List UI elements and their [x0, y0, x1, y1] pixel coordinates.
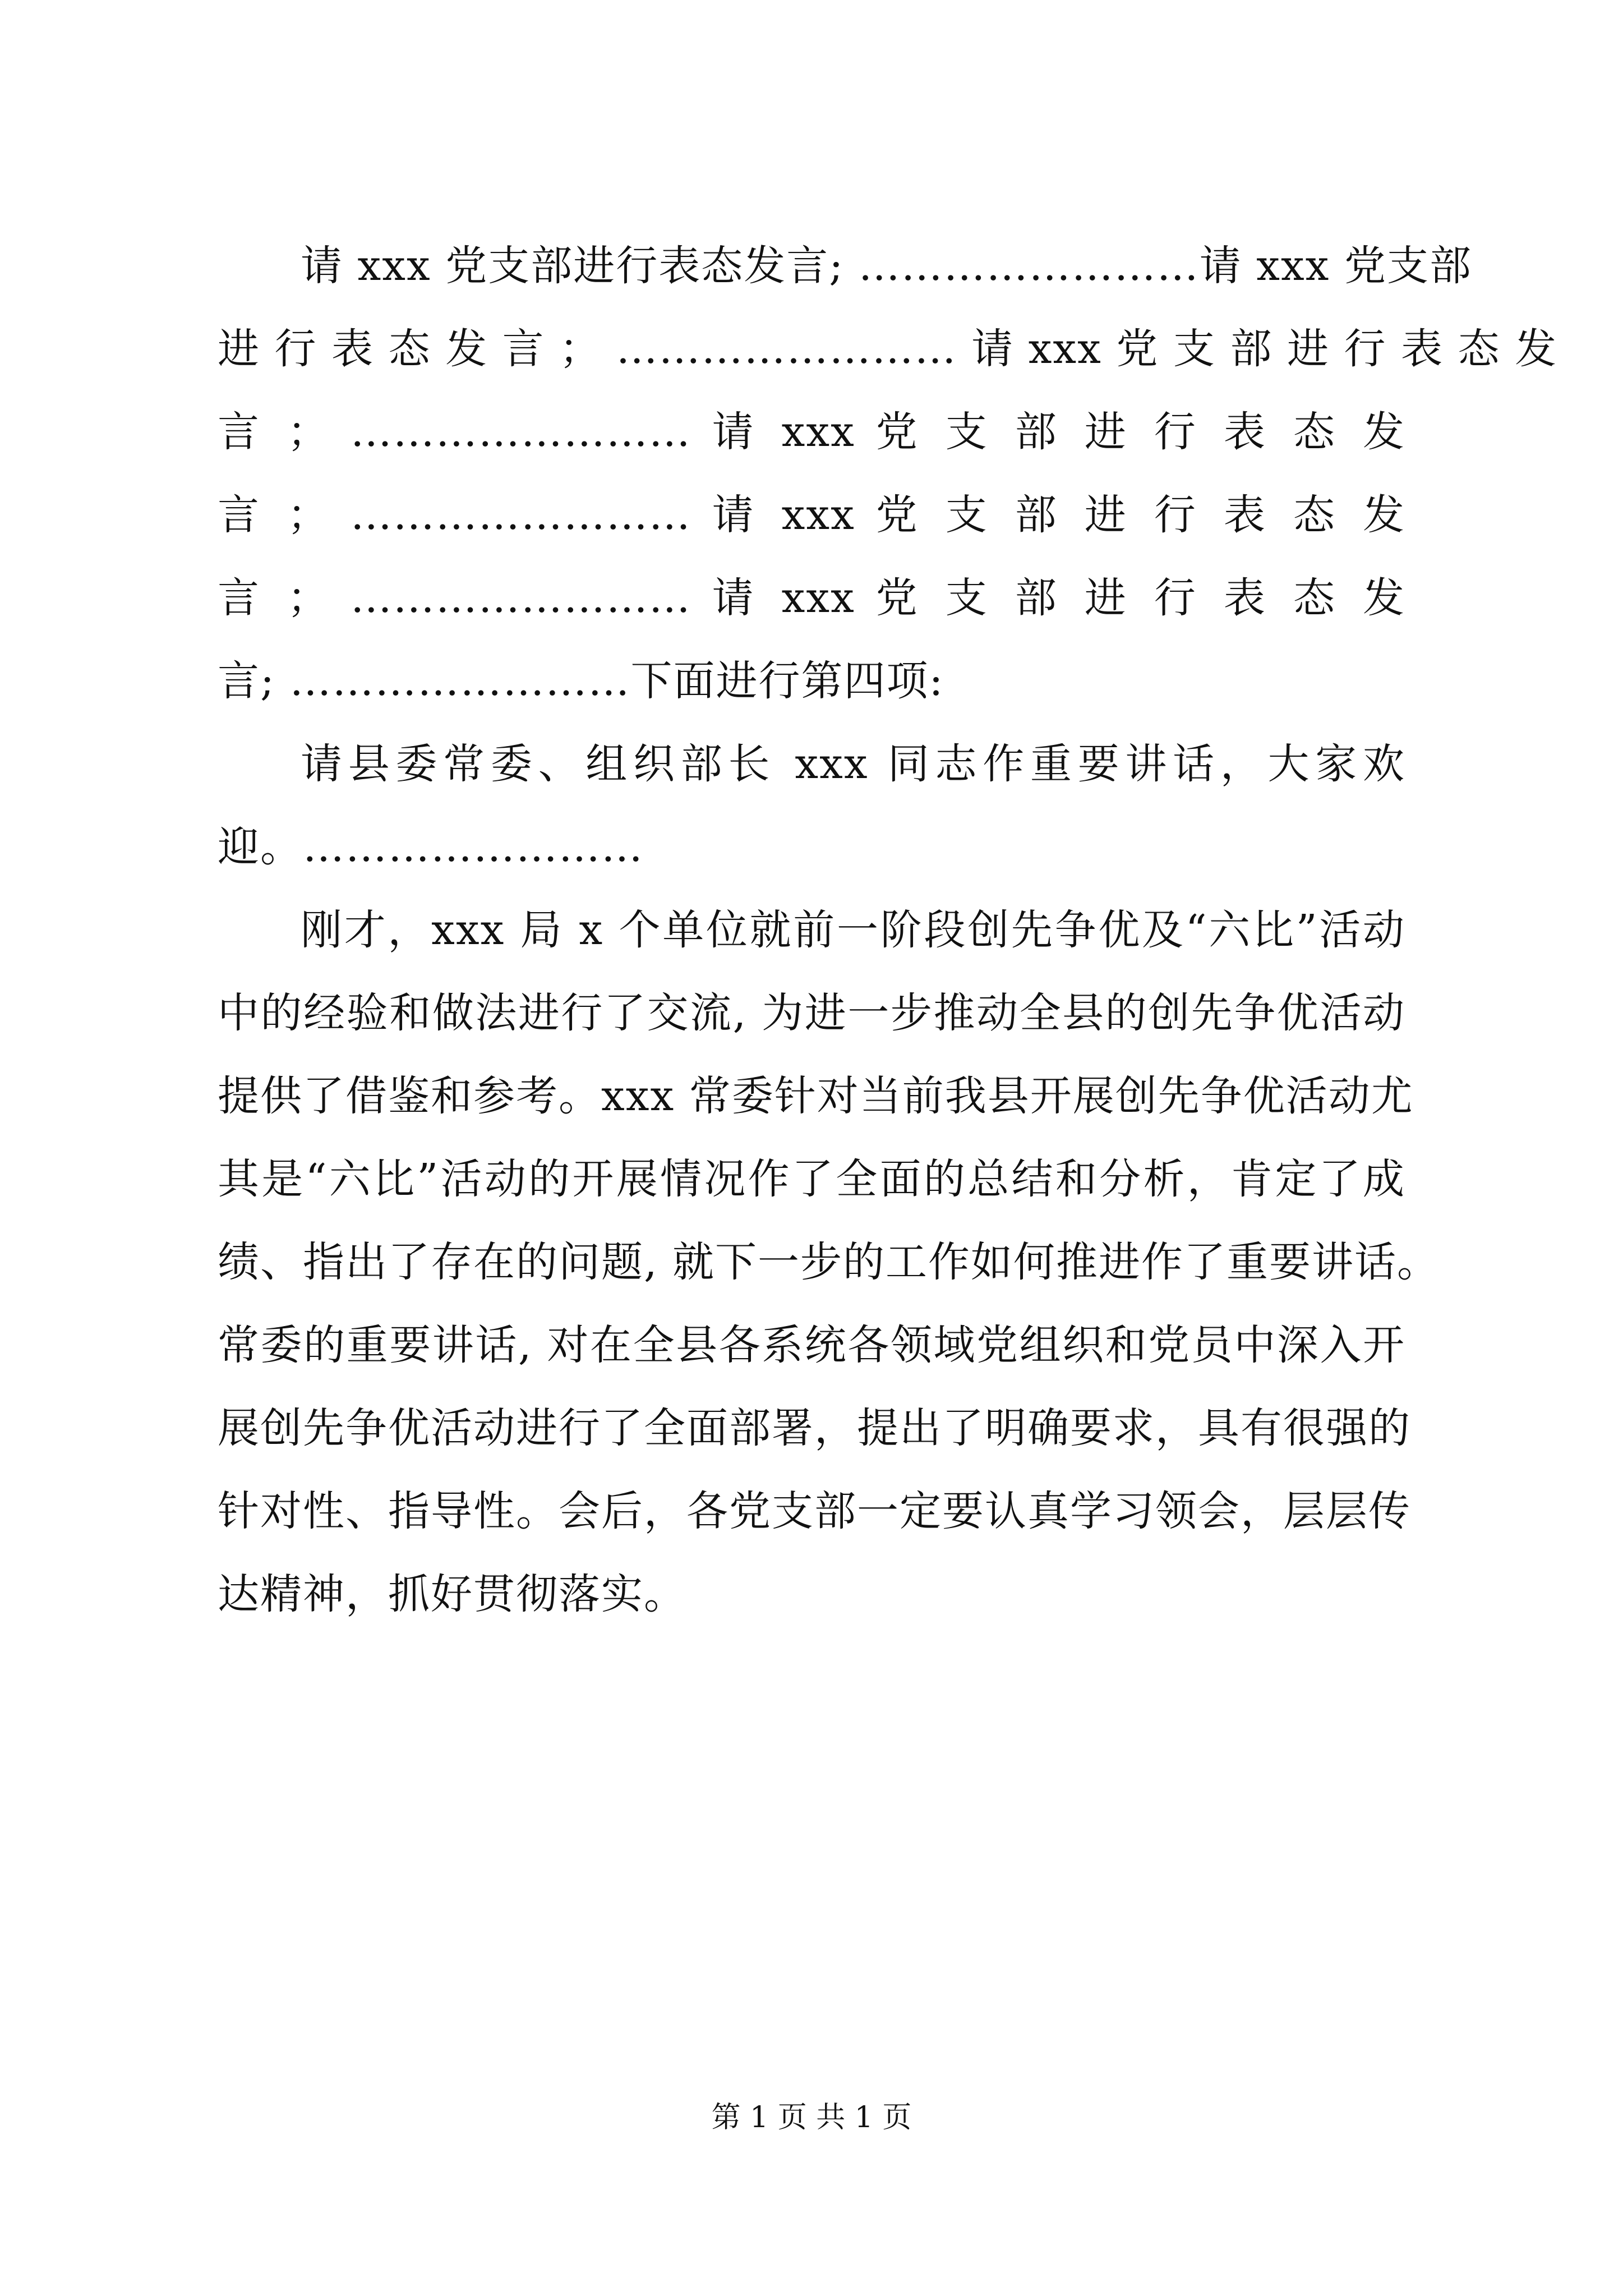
text-line: 言 ； …………………… 请 xxx 党 支 部 进 行 表 态 发	[218, 574, 1405, 622]
text-line: 言 ； …………………… 请 xxx 党 支 部 进 行 表 态 发	[218, 408, 1405, 456]
paragraph-statements	[218, 224, 1558, 723]
paragraph-summary	[218, 889, 1440, 1636]
text-line: 达精神，抓好贯彻落实。	[218, 1570, 686, 1618]
text-line: 展创先争优活动进行了全面部署，提出了明确要求，具有很强的	[218, 1404, 1411, 1452]
text-line: 其是“六比”活动的开展情况作了全面的总结和分析，肯定了成	[218, 1155, 1405, 1203]
text-line: 言 ； …………………… 请 xxx 党 支 部 进 行 表 态 发	[218, 491, 1405, 539]
text-line: 提供了借鉴和参考。xxx 常委针对当前我县开展创先争优活动尤	[218, 1072, 1414, 1120]
text-line: 言; ……………………下面进行第四项:	[218, 657, 944, 705]
text-line: 迎。……………………	[218, 823, 644, 871]
text-line: 常委的重要讲话, 对在全县各系统各领域党组织和党员中深入开	[218, 1321, 1405, 1369]
text-line: 请 xxx 党支部进行表态发言; ……………………请 xxx 党支部	[301, 242, 1472, 290]
page-number-footer: 第 1 页 共 1 页	[711, 2101, 912, 2134]
text-line: 绩、指出了存在的问题, 就下一步的工作如何推进作了重要讲话。	[218, 1238, 1440, 1286]
text-line: 刚才，xxx 局 x 个单位就前一阶段创先争优及“六比”活动	[301, 906, 1405, 954]
text-line: 中的经验和做法进行了交流, 为进一步推动全县的创先争优活动	[218, 989, 1405, 1037]
text-line: 请县委常委、组织部长 xxx 同志作重要讲话，大家欢	[301, 740, 1405, 788]
paragraph-speech-invite	[218, 723, 1405, 889]
text-line: 针对性、指导性。会后，各党支部一定要认真学习领会，层层传	[218, 1487, 1411, 1535]
text-line: 进 行 表 态 发 言 ； …………………… 请 xxx 党 支 部 进 行 表 态 发	[218, 325, 1558, 373]
document-body	[218, 224, 1558, 1636]
